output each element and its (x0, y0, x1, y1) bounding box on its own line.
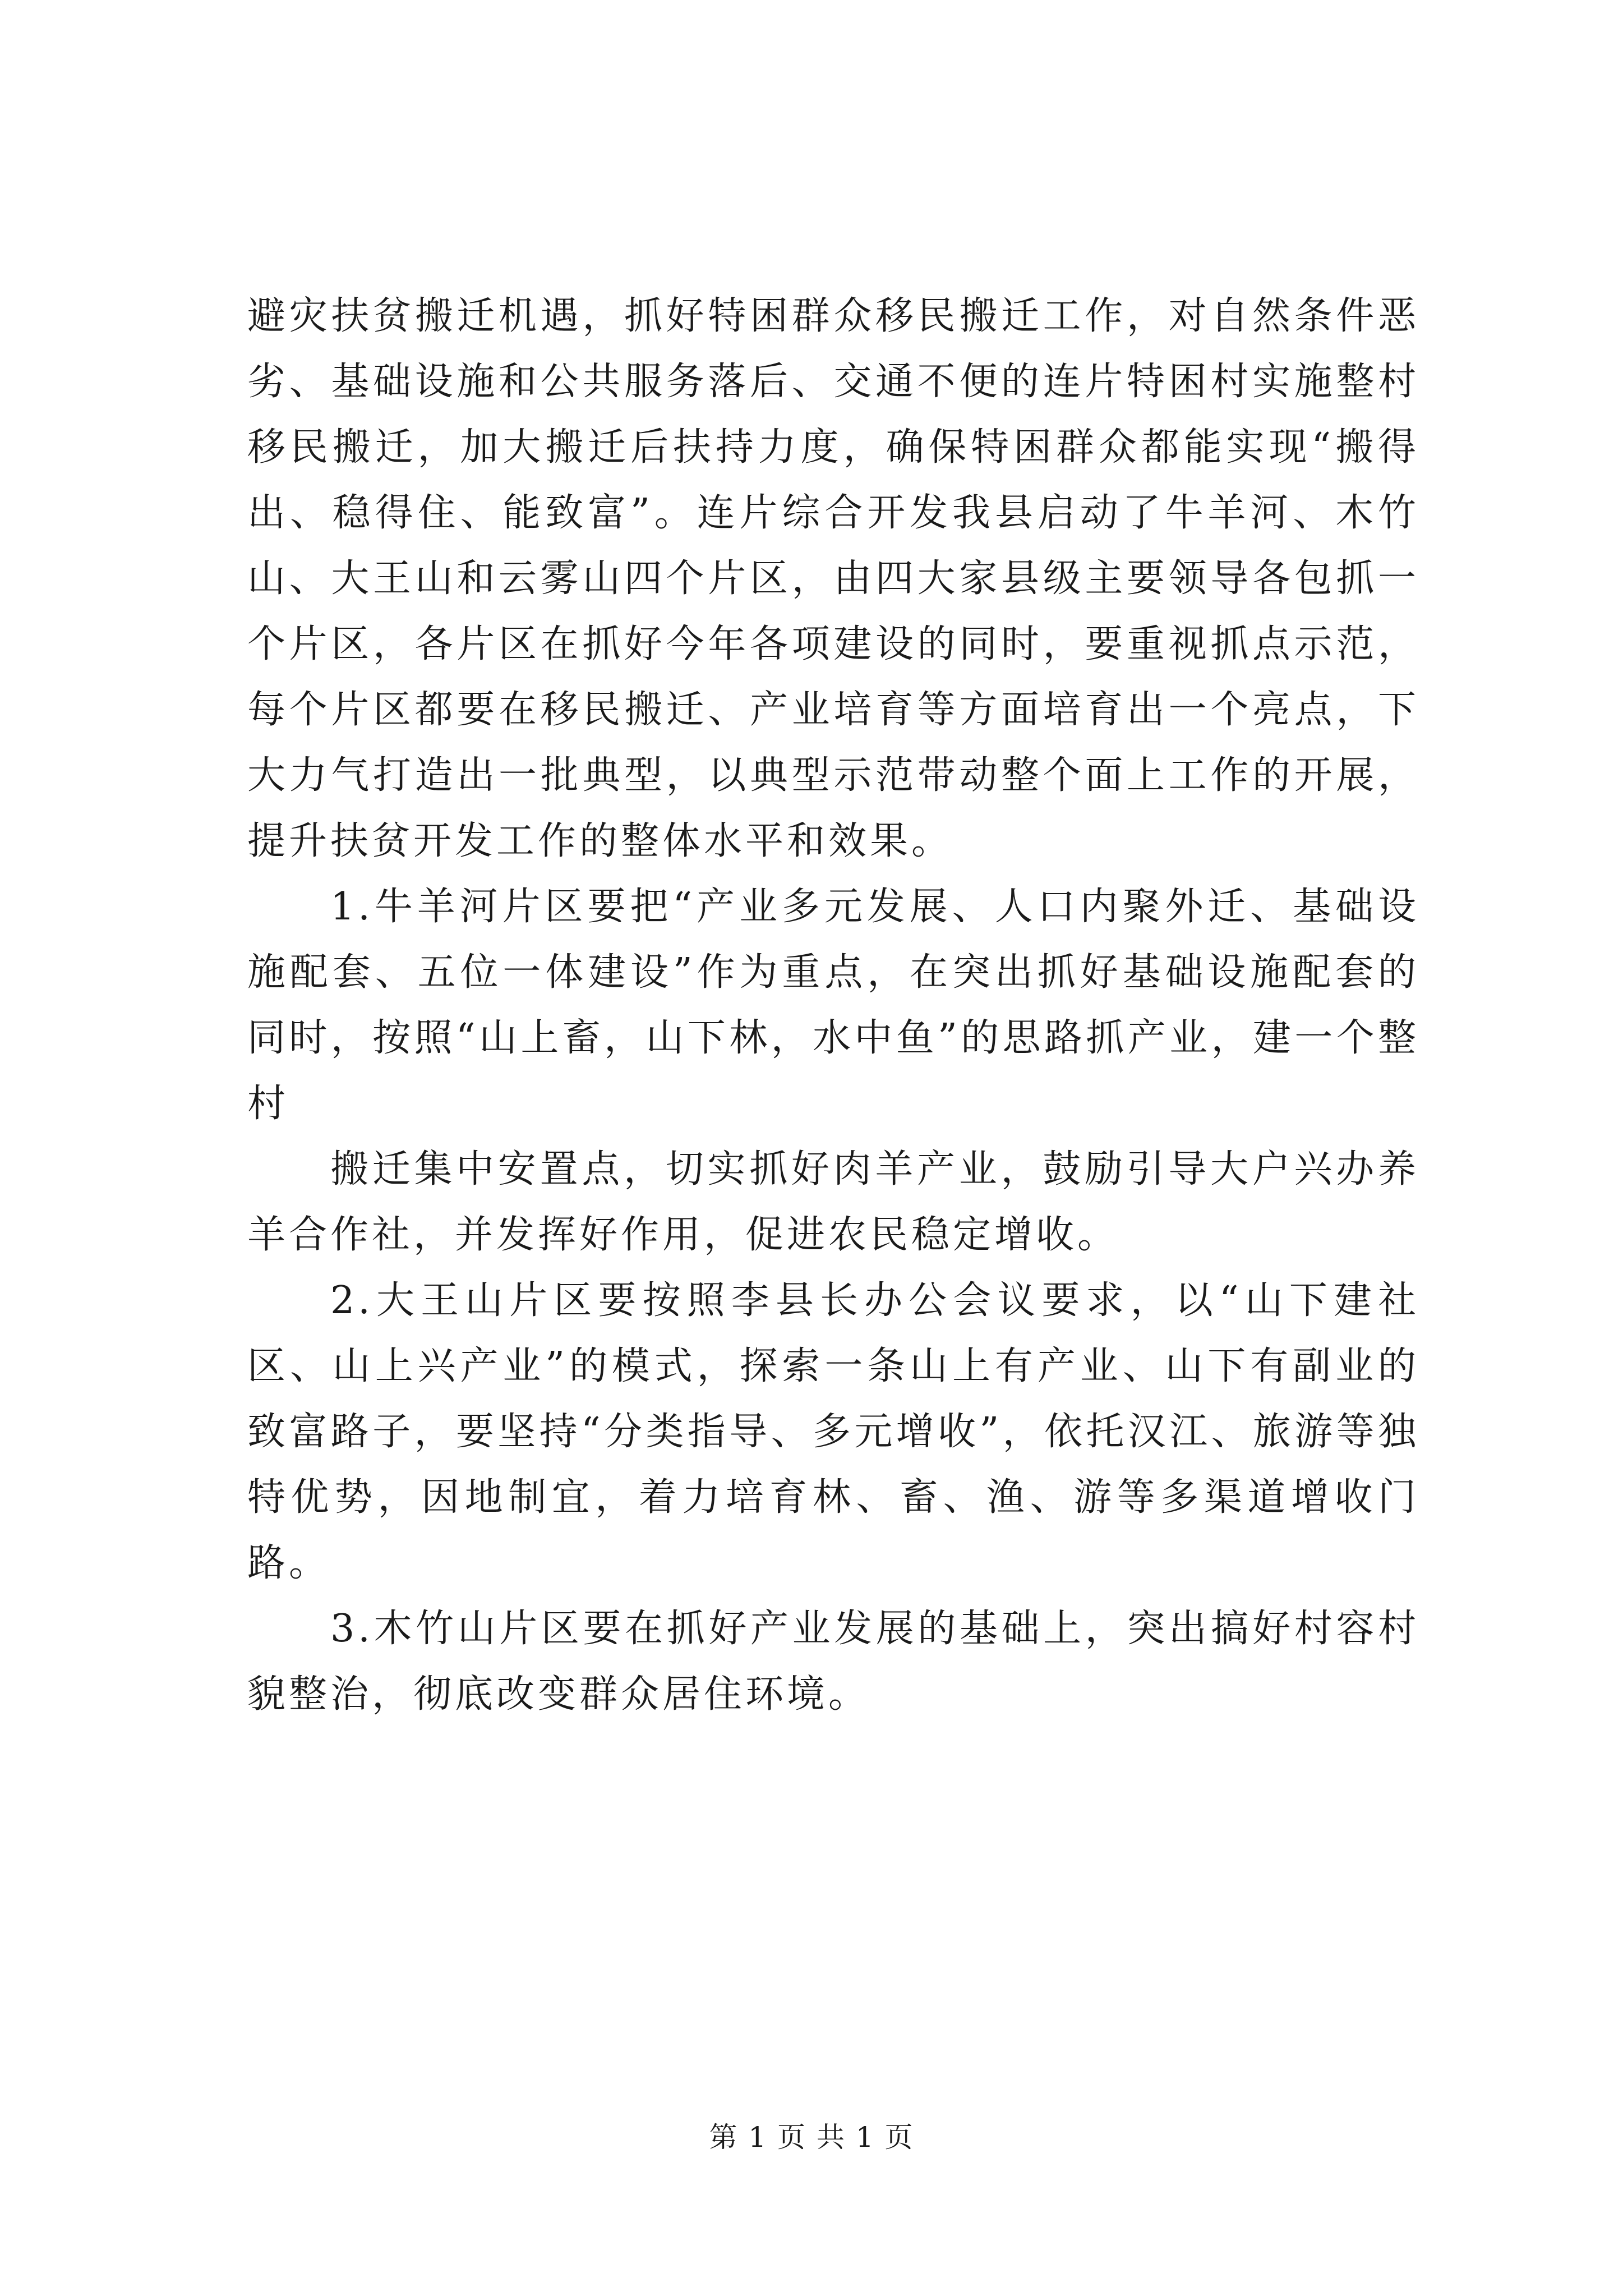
paragraph-5: 3.木竹山片区要在抓好产业发展的基础上，突出搞好村容村貌整治，彻底改变群众居住环境。 (247, 1607, 1419, 1717)
paragraph-1: 避灾扶贫搬迁机遇，抓好特困群众移民搬迁工作，对自然条件恶劣、基础设施和公共服务落后、交通不便的连片特困村实施整村移民搬迁，加大搬迁后扶持力度，确保特困群众都能实现“搬得出、稳得住、能致富”。连片综合开发我县启动了牛羊河、木竹山、大王山和云雾山四个片区，由四大家县级主要领导各包抓一个片区，各片区在抓好今年各项建设的同时，要重视抓点示范，每个片区都要在移民搬迁、产业培育等方面培育出一个亮点，下大力气打造出一批典型，以典型示范带动整个面上工作的开展，提升扶贫开发工作的整体水平和效果。 (247, 294, 1419, 863)
document-body (247, 283, 1419, 1727)
paragraph-3: 搬迁集中安置点，切实抓好肉羊产业，鼓励引导大户兴办养羊合作社，并发挥好作用，促进农民稳定增收。 (247, 1147, 1419, 1257)
page-footer: 第 1 页 共 1 页 (709, 2121, 914, 2154)
paragraph-2: 1.牛羊河片区要把“产业多元发展、人口内聚外迁、基础设施配套、五位一体建设”作为重点，在突出抓好基础设施配套的同时，按照“山上畜，山下林，水中鱼”的思路抓产业，建一个整村 (247, 885, 1419, 1126)
paragraph-4: 2.大王山片区要按照李县长办公会议要求，以“山下建社区、山上兴产业”的模式，探索一条山上有产业、山下有副业的致富路子，要坚持“分类指导、多元增收”，依托汉江、旅游等独特优势，因地制宜，着力培育林、畜、渔、游等多渠道增收门路。 (247, 1278, 1419, 1585)
